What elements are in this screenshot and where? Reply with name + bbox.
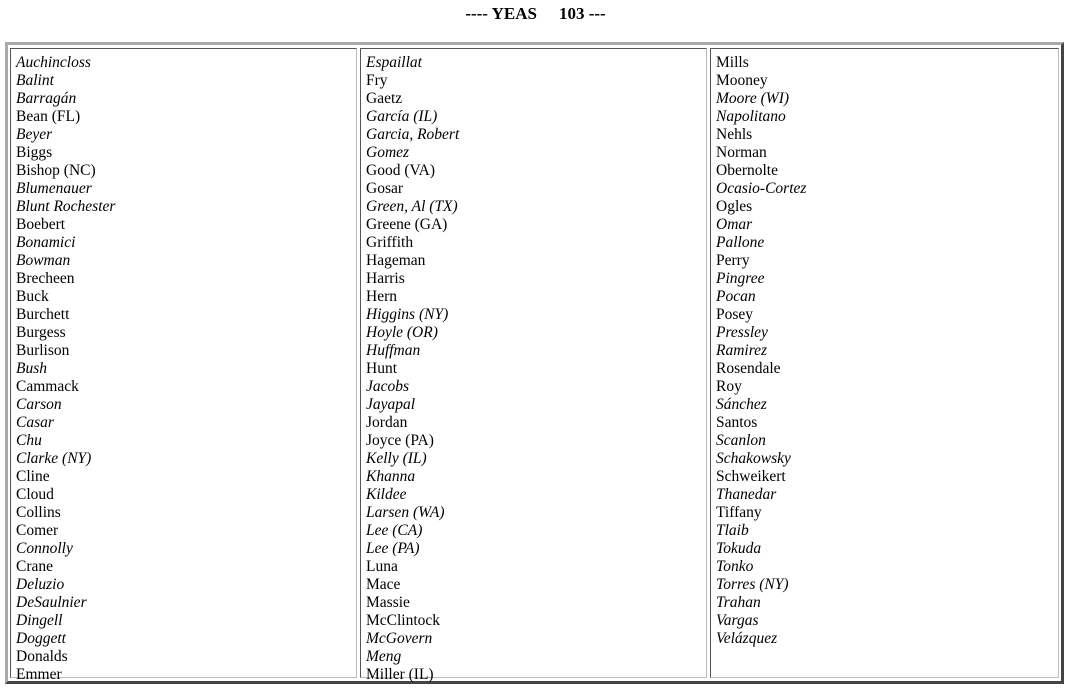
- member-name: Hern: [366, 288, 397, 305]
- member-name: Ocasio-Cortez: [716, 180, 807, 197]
- member-name: Luna: [366, 558, 398, 575]
- member-name: Thanedar: [716, 486, 777, 503]
- member-name: Velázquez: [716, 630, 778, 647]
- member-name: Blunt Rochester: [16, 198, 116, 215]
- member-name: Emmer: [16, 666, 62, 683]
- member-name: Brecheen: [16, 270, 75, 287]
- member-name: Bean (FL): [16, 108, 81, 125]
- member-name: Higgins (NY): [366, 306, 449, 323]
- member-name: Kildee: [366, 486, 407, 503]
- member-name: Barragán: [16, 90, 77, 107]
- member-name: Sánchez: [716, 396, 767, 413]
- member-name: Santos: [716, 414, 758, 431]
- member-name: Garcia, Robert: [366, 126, 460, 143]
- member-name: Balint: [16, 72, 54, 89]
- member-name: Tiffany: [716, 504, 762, 521]
- member-name: Napolitano: [716, 108, 786, 125]
- member-name: Perry: [716, 252, 750, 269]
- member-name: Good (VA): [366, 162, 436, 179]
- member-name: Massie: [366, 594, 410, 611]
- member-name: Tonko: [716, 558, 754, 575]
- member-name: Mace: [366, 576, 401, 593]
- member-name: García (IL): [366, 108, 438, 125]
- member-name: Boebert: [16, 216, 66, 233]
- member-name: Moore (WI): [716, 90, 790, 107]
- member-name: Schweikert: [716, 468, 786, 485]
- member-name: Tokuda: [716, 540, 762, 557]
- member-name: Hunt: [366, 360, 397, 377]
- vote-table: [5, 42, 1064, 684]
- member-name: Trahan: [716, 594, 761, 611]
- name-column-2: [360, 48, 707, 683]
- member-name: Norman: [716, 144, 767, 161]
- member-name: Burgess: [16, 324, 66, 341]
- member-name: Bush: [16, 360, 47, 377]
- member-name: Cammack: [16, 378, 79, 395]
- member-name: Pocan: [716, 288, 756, 305]
- member-name: Hoyle (OR): [366, 324, 438, 341]
- member-name: Bonamici: [16, 234, 76, 251]
- member-name: Vargas: [716, 612, 759, 629]
- member-name: Jayapal: [366, 396, 416, 413]
- member-name: Gaetz: [366, 90, 403, 107]
- member-name: Dingell: [16, 612, 63, 629]
- member-name: Connolly: [16, 540, 73, 557]
- vote-heading: [0, 2, 1071, 26]
- member-name: Burchett: [16, 306, 70, 323]
- member-name: Lee (CA): [366, 522, 423, 539]
- member-name: Pallone: [716, 234, 765, 251]
- member-name: Nehls: [716, 126, 753, 143]
- member-name: Jordan: [366, 414, 408, 431]
- member-name: Doggett: [16, 630, 66, 647]
- member-name: Khanna: [366, 468, 416, 485]
- member-name: McClintock: [366, 612, 441, 629]
- member-name: Biggs: [16, 144, 53, 161]
- member-name: Joyce (PA): [366, 432, 434, 449]
- yeas-count: 103 ---: [558, 4, 606, 23]
- member-name: Harris: [366, 270, 405, 287]
- member-name: Schakowsky: [716, 450, 791, 467]
- member-name: Posey: [716, 306, 754, 323]
- member-name: Espaillat: [366, 54, 422, 71]
- member-name: Kelly (IL): [366, 450, 427, 467]
- member-name: Jacobs: [366, 378, 410, 395]
- name-column-3: [710, 48, 1059, 678]
- member-name: Rosendale: [716, 360, 781, 377]
- member-name: Mooney: [716, 72, 768, 89]
- member-name: Beyer: [16, 126, 53, 143]
- member-name: Omar: [716, 216, 753, 233]
- member-name: Bowman: [16, 252, 71, 269]
- member-name: Torres (NY): [716, 576, 789, 593]
- member-name: Greene (GA): [366, 216, 448, 233]
- member-name: Cline: [16, 468, 50, 485]
- member-name: Ogles: [716, 198, 753, 215]
- member-name: Donalds: [16, 648, 68, 665]
- member-name: McGovern: [366, 630, 433, 647]
- member-name: Pressley: [716, 324, 768, 341]
- member-name: Carson: [16, 396, 62, 413]
- member-name: Burlison: [16, 342, 70, 359]
- member-name: Gosar: [366, 180, 404, 197]
- member-name: Obernolte: [716, 162, 778, 179]
- member-name: Gomez: [366, 144, 410, 161]
- member-name: Clarke (NY): [16, 450, 92, 467]
- member-name: Miller (IL): [366, 666, 434, 683]
- member-name: Chu: [16, 432, 42, 449]
- member-name: Cloud: [16, 486, 54, 503]
- member-name: Comer: [16, 522, 59, 539]
- member-name: Mills: [716, 54, 749, 71]
- member-name: Collins: [16, 504, 61, 521]
- member-name: Ramirez: [716, 342, 768, 359]
- yeas-label: ---- YEAS: [465, 4, 537, 23]
- member-name: Blumenauer: [16, 180, 92, 197]
- member-name: Fry: [366, 72, 388, 89]
- member-name: Buck: [16, 288, 49, 305]
- member-name: Tlaib: [716, 522, 749, 539]
- member-name: Lee (PA): [366, 540, 420, 557]
- member-name: Griffith: [366, 234, 414, 251]
- member-name: Auchincloss: [16, 54, 91, 71]
- member-name: Bishop (NC): [16, 162, 96, 179]
- member-name: Scanlon: [716, 432, 766, 449]
- member-name: Deluzio: [16, 576, 65, 593]
- member-name: Pingree: [716, 270, 765, 287]
- member-name: Larsen (WA): [366, 504, 445, 521]
- member-name: Hageman: [366, 252, 426, 269]
- member-name: Huffman: [366, 342, 421, 359]
- member-name: Roy: [716, 378, 742, 395]
- member-name: Crane: [16, 558, 54, 575]
- member-name: DeSaulnier: [16, 594, 87, 611]
- member-name: Casar: [16, 414, 54, 431]
- member-name: Green, Al (TX): [366, 198, 458, 215]
- member-name: Meng: [366, 648, 402, 665]
- name-column-1: [10, 48, 357, 683]
